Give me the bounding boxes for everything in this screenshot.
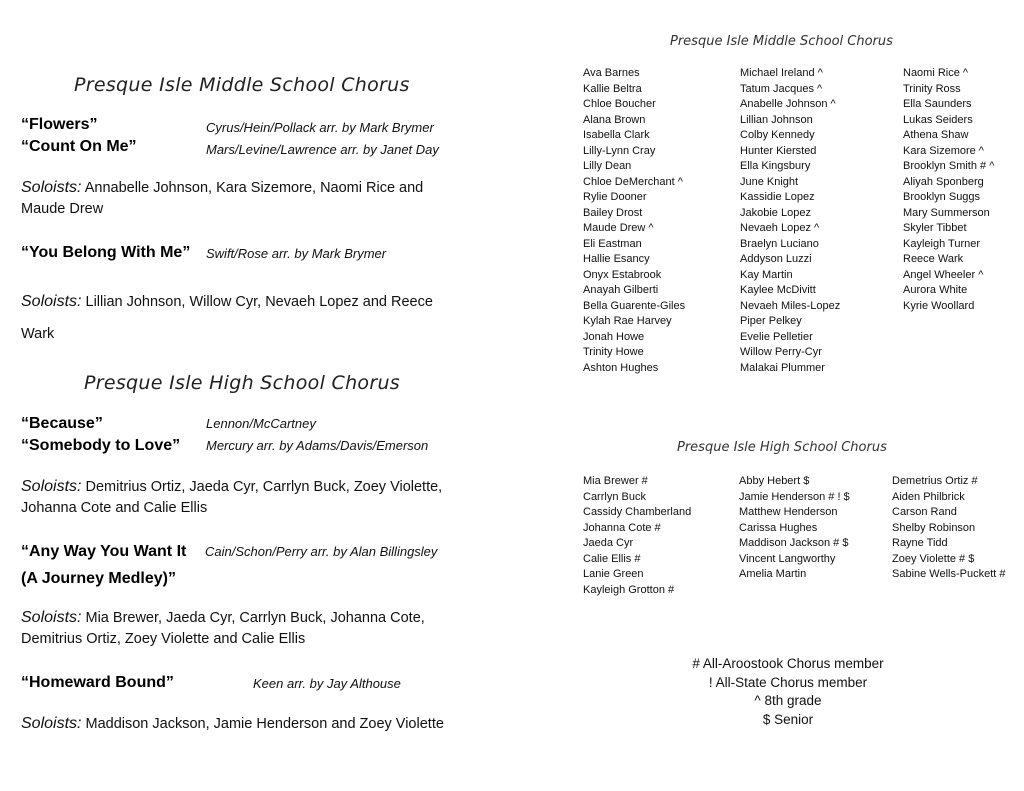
member-name: Bella Guarente-Giles [583,299,686,312]
soloists-names: Mia Brewer, Jaeda Cyr, Carrlyn Buck, Johanna Cote, Demitrius Ortiz, Zoey Violette and Calie Ellis [21,610,425,647]
member-name: Maude Drew ^ [583,222,654,234]
member-name: June Knight [740,175,799,188]
member-name: Kyrie Woollard [903,299,975,312]
member-name: Eli Eastman [583,237,642,250]
song-credit: Cain/Schon/Perry arr. by Alan Billingsley [205,544,438,559]
member-name: Hallie Esancy [583,253,650,265]
soloists-label: Soloists: [21,478,82,495]
soloists-line [21,177,451,220]
soloists-label: Soloists: [21,179,82,196]
member-name: Kylah Rae Harvey [583,315,672,327]
member-name: Athena Shaw [903,129,969,141]
member-name: Kaylee McDivitt [740,284,816,296]
legend-item: ! All-State Chorus member [708,674,868,690]
song-credit: Mercury arr. by Adams/Davis/Emerson [206,438,429,453]
soloists-label: Soloists: [21,293,82,310]
member-name: Skyler Tibbet [903,222,967,234]
member-name: Ella Saunders [903,98,972,110]
member-name: Michael Ireland ^ [740,67,823,79]
member-name: Kayleigh Grotton # [583,583,675,596]
member-name: Calie Ellis # [583,552,641,565]
member-name: Nevaeh Miles-Lopez [740,299,841,312]
member-name: Amelia Martin [739,568,807,580]
member-name: Jakobie Lopez [740,206,811,219]
member-name: Ella Kingsbury [740,160,811,172]
song-title-line2: (A Journey Medley)” [21,570,176,587]
member-name: Jamie Henderson # ! $ [739,490,850,503]
member-name: Onyx Estabrook [583,268,662,281]
member-name: Addyson Luzzi [740,253,812,265]
member-name: Trinity Ross [903,82,961,95]
member-name: Vincent Langworthy [739,552,836,565]
member-name: Lillian Johnson [740,113,813,126]
member-name: Mary Summerson [903,206,990,219]
song-credit: Cyrus/Hein/Pollack arr. by Mark Brymer [206,120,434,135]
song-title: “Count On Me” [21,138,137,155]
soloists-label: Soloists: [21,715,82,732]
member-name: Maddison Jackson # $ [739,537,849,549]
song-title: “Because” [21,415,103,432]
middle-roster-column-2 [740,66,840,376]
member-name: Matthew Henderson [739,506,838,518]
soloists-names: Maddison Jackson, Jamie Henderson and Zoey Violette [85,716,444,732]
member-name: Aliyah Sponberg [903,175,984,188]
member-name: Kassidie Lopez [740,191,815,203]
member-name: Aurora White [903,284,968,296]
member-name: Angel Wheeler ^ [903,268,984,281]
soloists-line [21,607,451,650]
member-name: Carissa Hughes [739,521,818,534]
member-name: Lilly Dean [583,160,632,172]
member-name: Chloe DeMerchant ^ [583,175,683,188]
member-name: Rylie Dooner [583,191,647,203]
soloists-line [21,713,481,735]
high-roster-column-3 [892,474,1006,583]
member-name: Sabine Wells-Puckett # [892,568,1006,580]
member-name: Jaeda Cyr [583,537,634,549]
song-credit: Swift/Rose arr. by Mark Brymer [206,246,387,261]
song-credit: Lennon/McCartney [206,416,316,431]
soloists-names: Demitrius Ortiz, Jaeda Cyr, Carrlyn Buck, Zoey Violette, Johanna Cote and Calie Ellis [21,479,443,516]
middle-roster-column-1 [583,66,685,376]
soloists-names: Annabelle Johnson, Kara Sizemore, Naomi Rice and Maude Drew [21,180,424,217]
member-name: Isabella Clark [583,129,650,141]
legend-item: # All-Aroostook Chorus member [692,656,884,671]
song-credit: Keen arr. by Jay Althouse [253,676,401,691]
middle-school-heading: Presque Isle Middle School Chorus [74,74,410,96]
member-name: Braelyn Luciano [740,237,819,250]
legend-item: $ Senior [762,711,814,727]
member-name: Demetrius Ortiz # [892,475,978,487]
song-credit: Mars/Levine/Lawrence arr. by Janet Day [206,142,439,157]
member-name: Zoey Violette # $ [892,552,975,565]
member-name: Brooklyn Smith # ^ [903,160,995,172]
member-name: Ashton Hughes [583,361,659,374]
member-name: Lilly-Lynn Cray [583,144,656,157]
member-name: Evelie Pelletier [740,330,813,343]
member-name: Carrlyn Buck [583,490,646,503]
high-school-heading: Presque Isle High School Chorus [84,372,401,394]
member-name: Cassidy Chamberland [583,506,692,518]
member-name: Naomi Rice ^ [903,67,969,79]
member-name: Carson Rand [892,506,957,518]
member-name: Alana Brown [583,113,646,126]
member-name: Rayne Tidd [892,537,948,549]
high-roster-heading: Presque Isle High School Chorus [677,440,887,455]
member-name: Shelby Robinson [892,521,976,534]
member-name: Kallie Beltra [583,82,642,95]
song-title: “Homeward Bound” [21,674,174,691]
member-name: Bailey Drost [583,206,643,219]
member-name: Nevaeh Lopez ^ [740,222,820,234]
member-name: Kayleigh Turner [903,237,981,250]
member-name: Ava Barnes [583,67,640,79]
member-name: Brooklyn Suggs [903,191,981,203]
member-name: Mia Brewer # [583,475,648,487]
member-name: Tatum Jacques ^ [740,82,823,95]
soloists-names: Lillian Johnson, Willow Cyr, Nevaeh Lopez and Reece Wark [21,294,433,342]
member-name: Anayah Gilberti [583,284,659,296]
song-title: “Somebody to Love” [21,437,181,454]
member-name: Malakai Plummer [740,361,825,374]
high-roster-column-1 [583,474,691,598]
member-name: Kara Sizemore ^ [903,144,984,157]
member-name: Trinity Howe [583,346,644,358]
song-title: “You Belong With Me” [21,244,191,261]
member-name: Aiden Philbrick [892,490,965,503]
member-name: Johanna Cote # [583,521,661,534]
member-name: Lanie Green [583,568,644,580]
middle-roster-column-3 [903,66,994,314]
song-title: “Any Way You Want It [21,543,187,560]
soloists-line [21,286,461,350]
soloists-label: Soloists: [21,609,82,626]
member-name: Piper Pelkey [740,315,802,327]
member-name: Lukas Seiders [903,113,973,126]
member-name: Reece Wark [903,253,964,265]
member-name: Chloe Boucher [583,98,656,110]
high-roster-column-2 [739,474,850,583]
member-name: Willow Perry-Cyr [740,346,822,358]
legend-item: ^ 8th grade [754,693,822,708]
member-name: Abby Hebert $ [739,475,810,487]
middle-roster-heading: Presque Isle Middle School Chorus [670,34,893,49]
soloists-line [21,476,466,519]
roster-legend [640,655,936,729]
member-name: Colby Kennedy [740,129,815,141]
song-title: “Flowers” [21,116,98,133]
member-name: Jonah Howe [583,330,645,343]
member-name: Anabelle Johnson ^ [740,98,836,110]
member-name: Kay Martin [740,268,793,281]
member-name: Hunter Kiersted [740,144,817,157]
